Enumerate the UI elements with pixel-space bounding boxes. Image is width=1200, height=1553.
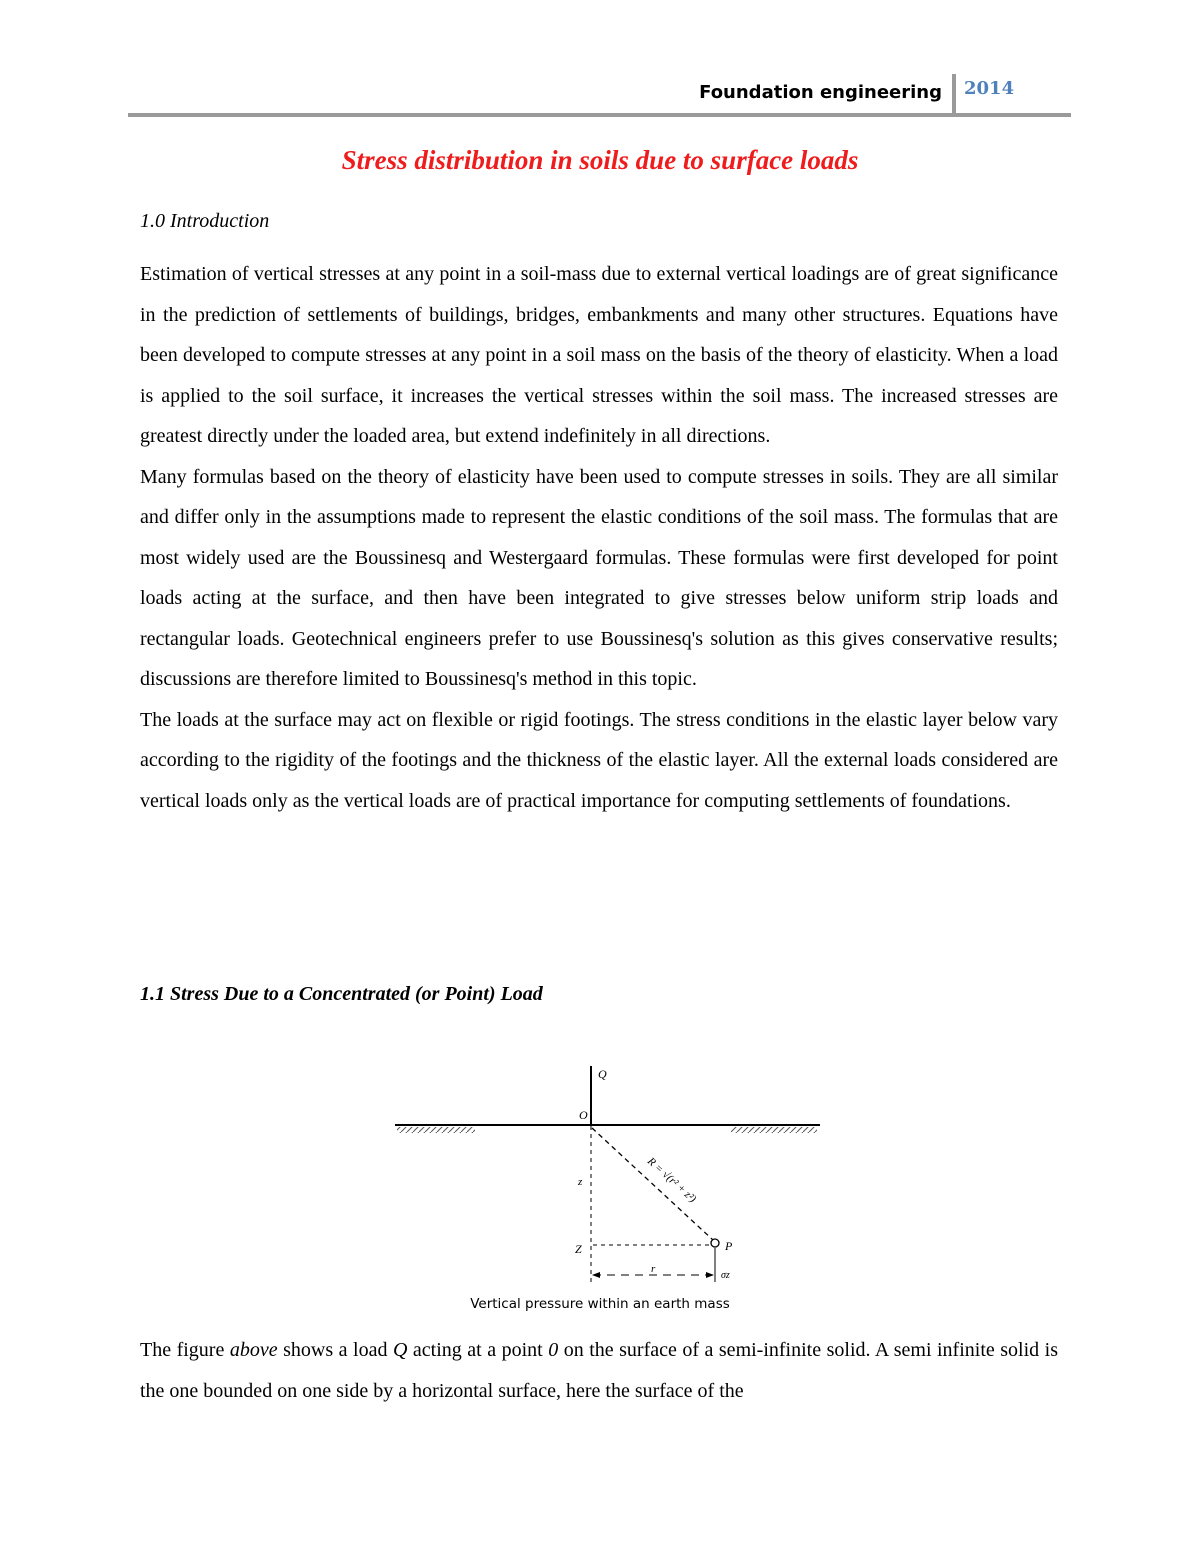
page-header xyxy=(700,74,1070,118)
text-span: shows a load xyxy=(277,1339,393,1361)
figure-caption: Vertical pressure within an earth mass xyxy=(470,1296,730,1312)
text-span: on the surface of a semi-infinite solid. A semi infinite solid is the one bounded on one side by a horizontal surface, here the surface of the xyxy=(140,1339,1059,1402)
label-o: O xyxy=(579,1108,588,1122)
text-span: The figure xyxy=(140,1339,230,1361)
ground-hatch-left xyxy=(397,1127,475,1133)
header-title: Foundation engineering xyxy=(699,82,942,103)
label-r: r xyxy=(651,1263,656,1275)
point-load-figure xyxy=(395,1060,820,1292)
paragraph: The loads at the surface may act on flexible or rigid footings. The stress conditions in the elastic layer below vary according to the rigidity of the footings and the thickness of the elastic layer. All the external loads considered are vertical loads only as the vertical loads are of practical importance for computing settlements of foundations. xyxy=(140,708,1058,812)
r-arrow-left xyxy=(592,1272,600,1278)
header-year: 2014 xyxy=(964,78,1015,99)
section-heading-intro: 1.0 Introduction xyxy=(140,210,270,232)
label-z-depth: Z xyxy=(575,1242,582,1256)
header-separator xyxy=(952,74,956,116)
label-p: P xyxy=(725,1239,733,1253)
document-title: Stress distribution in soils due to surface loads xyxy=(341,145,859,175)
header-rule xyxy=(128,113,1071,117)
symbol-q: Q xyxy=(392,1339,408,1361)
label-sigma: σz xyxy=(721,1270,730,1281)
symbol-zero: 0 xyxy=(548,1339,559,1361)
emphasis-above: above xyxy=(229,1339,278,1361)
paragraph: Estimation of vertical stresses at any point in a soil-mass due to external vertical loadings are of great significance in the prediction of settlements of buildings, bridges, embankments and many other structures. Equations have been developed to compute stresses at any point in a soil mass on the basis of the theory of elasticity. When a load is applied to the soil surface, it increases the vertical stresses within the soil mass. The increased stresses are greatest directly under the loaded area, but extend indefinitely in all directions. xyxy=(140,263,1058,447)
label-z-small: z xyxy=(578,1176,583,1188)
section-heading-point-load: 1.1 Stress Due to a Concentrated (or Point) Load xyxy=(140,983,543,1005)
text-span: acting at a point xyxy=(407,1339,549,1361)
paragraph xyxy=(140,1330,1058,1411)
radius-line xyxy=(592,1128,713,1240)
figure-description xyxy=(140,1330,1058,1411)
label-q: Q xyxy=(598,1067,607,1081)
label-r-formula: R = √(r² + z²) xyxy=(644,1155,699,1206)
paragraph: Many formulas based on the theory of elasticity have been used to compute stresses in soils. They are all similar and differ only in the assumptions made to represent the elastic conditions of the soil mass. The formulas that are most widely used are the Boussinesq and Westergaard formulas. These formulas were first developed for point loads acting at the surface, and then have been integrated to give stresses below uniform strip loads and rectangular loads. Geotechnical engineers prefer to use Boussinesq's solution as this gives conservative results; discussions are therefore limited to Boussinesq's method in this topic. xyxy=(140,465,1058,690)
point-p-marker xyxy=(711,1239,719,1247)
r-arrow-right xyxy=(706,1272,714,1278)
intro-body xyxy=(140,254,1058,821)
ground-hatch-right xyxy=(731,1127,817,1133)
